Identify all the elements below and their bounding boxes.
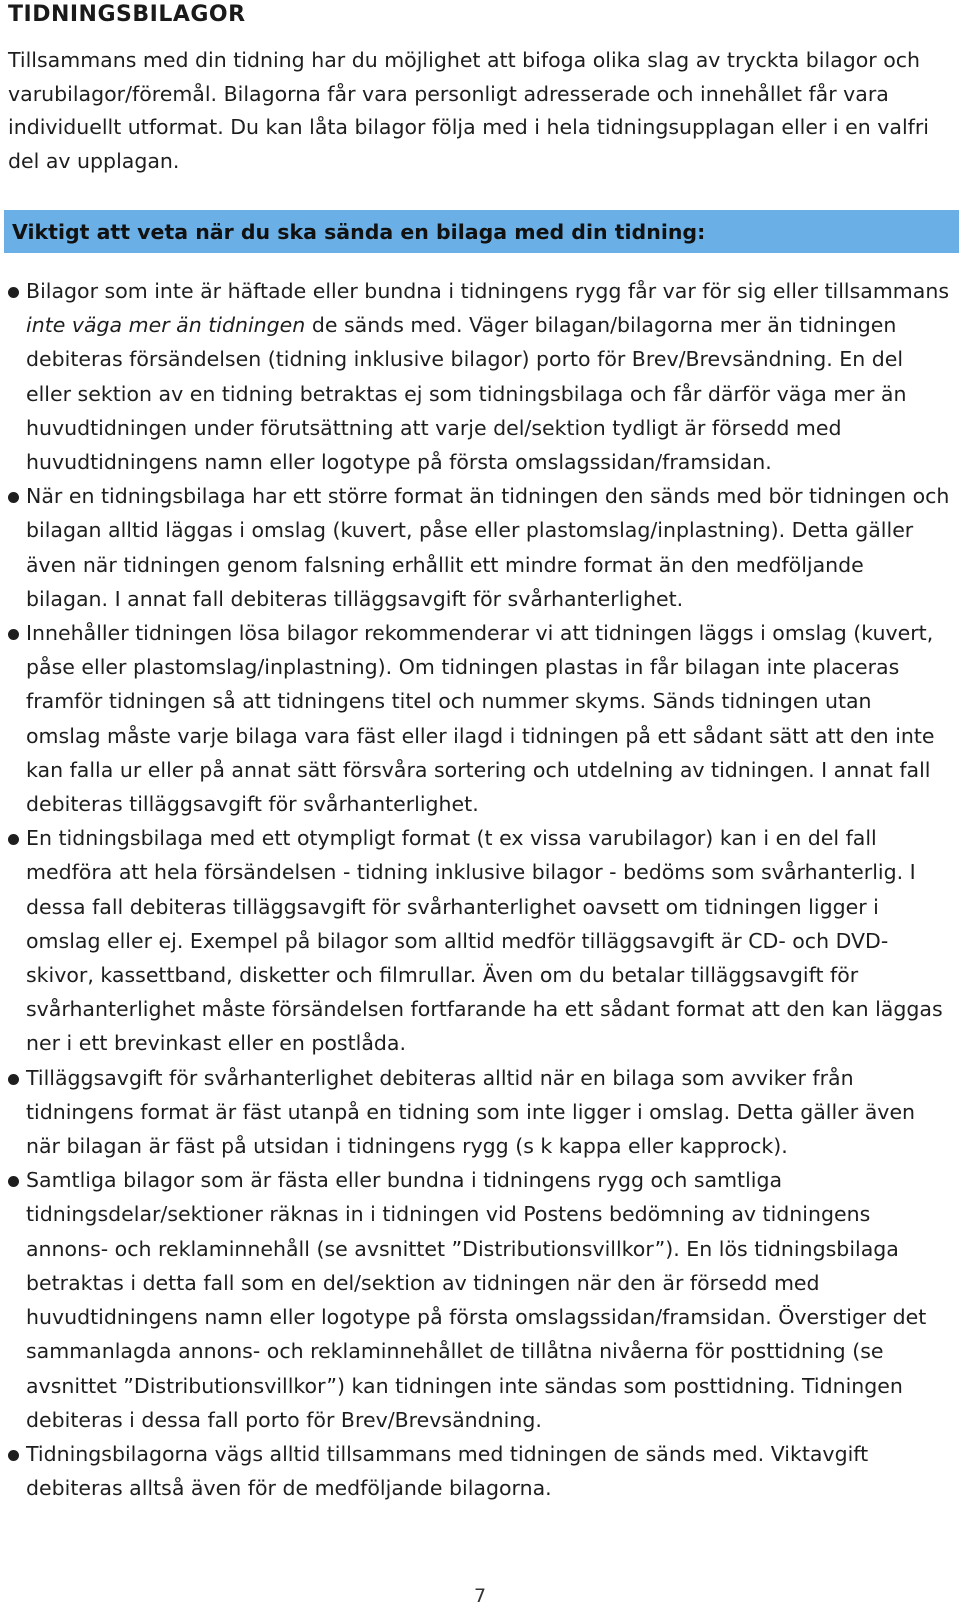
- bullet-text: Innehåller tidningen lösa bilagor rekommenderar vi att tidningen läggs i omslag (kuvert, påse eller plastomslag/inplastning). Om tidningen plastas in får bilagan inte placeras framför tidningen så att tidningens titel och nummer skyms. Sänds tidningen utan omslag måste varje bilaga vara fäst eller ilagd i tidningen på ett sådant sätt att den inte kan falla ur eller på annat sätt försvåra sortering och utdelning av tidningen. I annat fall debiteras tilläggsavgift för svårhanterlighet.: [26, 621, 935, 817]
- page-number: 7: [473, 1585, 487, 1607]
- banner-heading: Viktigt att veta när du ska sända en bilaga med din tidning:: [12, 219, 706, 244]
- bullet-text: Bilagor som inte är häftade eller bundna i tidningens rygg får var för sig eller tillsammans: [26, 279, 950, 303]
- list-item: [0, 1437, 950, 1505]
- bullet-emphasis: inte väga mer än tidningen: [26, 313, 306, 338]
- intro-paragraph: Tillsammans med din tidning har du möjlighet att bifoga olika slag av tryckta bilagor och varubilagor/föremål. Bilagorna får vara personligt adresserade och innehållet får vara individuellt utformat. Du kan låta bilagor följa med i hela tidningsupplagan eller i en valfri del av upplagan.: [8, 48, 929, 173]
- list-item: [0, 1163, 950, 1437]
- bullet-icon: [8, 834, 19, 845]
- bullet-text: När en tidningsbilaga har ett större format än tidningen den sänds med bör tidningen och bilagan alltid läggas i omslag (kuvert, påse eller plastomslag/inplastning). Detta gäller även när tidningen genom falsning erhållit ett mindre format än den medföljande bilagan. I annat fall debiteras tilläggsavgift för svårhanterlighet.: [26, 484, 950, 611]
- highlight-banner: [4, 210, 959, 253]
- bullet-icon: [8, 629, 19, 640]
- bullet-text: Tilläggsavgift för svårhanterlighet debiteras alltid när en bilaga som avviker från tidningens format är fäst utanpå en tidning som inte ligger i omslag. Detta gäller även när bilagan är fäst på utsidan i tidningens rygg (s k kappa eller kapprock).: [26, 1065, 916, 1159]
- list-item: [0, 274, 950, 479]
- bullet-icon: [8, 1450, 19, 1461]
- bullet-list: [0, 274, 950, 1505]
- list-item: [0, 479, 950, 616]
- page-title: TIDNINGSBILAGOR: [8, 2, 246, 27]
- bullet-icon: [8, 1074, 19, 1085]
- list-item: [0, 821, 950, 1060]
- bullet-icon: [8, 287, 19, 298]
- bullet-text: Tidningsbilagorna vägs alltid tillsammans med tidningen de sänds med. Viktavgift debiteras alltså även för de medföljande bilagorna.: [26, 1441, 869, 1501]
- list-item: [0, 616, 950, 821]
- list-item: [0, 1061, 950, 1164]
- bullet-text: Samtliga bilagor som är fästa eller bundna i tidningens rygg och samtliga tidningsdelar/sektioner räknas in i tidningen vid Postens bedömning av tidningens annons- och reklaminnehåll (se avsnittet ”Distributionsvillkor”). En lös tidningsbilaga betraktas i detta fall som en del/sektion av tidningen när den är försedd med huvudtidningens namn eller logotype på första omslagssidan/framsidan. Överstiger det sammanlagda annons- och reklaminnehållet de tillåtna nivåerna för posttidning (se avsnittet ”Distributionsvillkor”) kan tidningen inte sändas som posttidning. Tidningen debiteras i dessa fall porto för Brev/Brevsändning.: [26, 1168, 927, 1432]
- bullet-text: En tidningsbilaga med ett otympligt format (t ex vissa varubilagor) kan i en del fall medföra att hela försändelsen - tidning inklusive bilagor - bedöms som svårhanterlig. I dessa fall debiteras tilläggsavgift för svårhanterlighet oavsett om tidningen ligger i omslag eller ej. Exempel på bilagor som alltid medför tilläggsavgift är CD- och DVD-skivor, kassettband, disketter och filmrullar. Även om du betalar tilläggsavgift för svårhanterlighet måste försändelsen fortfarande ha ett sådant format att den kan läggas ner i ett brevinkast eller en postlåda.: [26, 826, 943, 1056]
- bullet-icon: [8, 1176, 19, 1187]
- bullet-text-continued: de sänds med. Väger bilagan/bilagorna mer än tidningen debiteras försändelsen (tidning inklusive bilagor) porto för Brev/Brevsändning. En del eller sektion av en tidning betraktas ej som tidningsbilaga och får därför väga mer än huvudtidningen under förutsättning att varje del/sektion tydligt är försedd med huvudtidningens namn eller logotype på första omslagssidan/framsidan.: [26, 313, 907, 475]
- bullet-icon: [8, 492, 19, 503]
